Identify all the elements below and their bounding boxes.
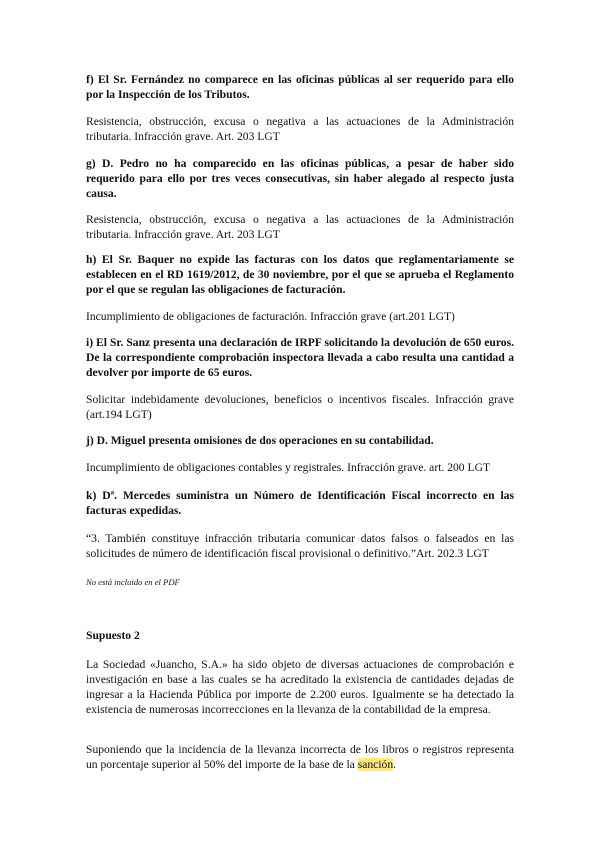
section-heading: Supuesto 2 (86, 629, 140, 642)
answer-g: Resistencia, obstrucción, excusa o negativa a las actuaciones de la Administración tributaria. Infracción grave. Art. 203 LGT (86, 213, 514, 241)
paragraph-2-end: . (393, 758, 397, 771)
question-f: f) El Sr. Fernández no comparece en las oficinas públicas al ser requerido para ello por la Inspección de los Tributos. (86, 73, 514, 101)
question-k: k) Dª. Mercedes suministra un Número de Identificación Fiscal incorrecto en las facturas expedidas. (86, 489, 514, 517)
question-g: g) D. Pedro no ha comparecido en las oficinas públicas, a pesar de haber sido requerido para ello por tres veces consecutivas, sin haber alegado al respecto justa causa. (86, 157, 514, 200)
question-j: j) D. Miguel presenta omisiones de dos operaciones en su contabilidad. (86, 434, 434, 447)
answer-f: Resistencia, obstrucción, excusa o negativa a las actuaciones de la Administración tributaria. Infracción grave. Art. 203 LGT (86, 115, 514, 143)
supuesto-paragraph-2 (86, 742, 514, 772)
answer-k: “3. También constituye infracción tributaria comunicar datos falsos o falseados en las solicitudes de número de identificación fiscal provisional o definitivo.”Art. 202.3 LGT (86, 532, 514, 560)
answer-j: Incumplimiento de obligaciones contables y registrales. Infracción grave. art. 200 LGT (86, 461, 491, 474)
answer-i: Solicitar indebidamente devoluciones, beneficios o incentivos fiscales. Infracción grave (art.194 LGT) (86, 393, 514, 421)
question-i: i) El Sr. Sanz presenta una declaración de IRPF solicitando la devolución de 650 euros. De la correspondiente comprobación inspectora llevada a cabo resulta una cantidad a devolver por importe de 65 euros. (86, 336, 514, 379)
answer-h: Incumplimiento de obligaciones de facturación. Infracción grave (art.201 LGT) (86, 310, 455, 323)
question-h: h) El Sr. Baquer no expide las facturas con los datos que reglamentariamente se establecen en el RD 1619/2012, de 30 noviembre, por el que se aprueba el Reglamento por el que se regulan las obligaciones de facturación. (86, 253, 514, 296)
supuesto-paragraph-1: La Sociedad «Juancho, S.A.» ha sido objeto de diversas actuaciones de comprobación e investigación en base a las cuales se ha acreditado la existencia de cantidades dejadas de ingresar a la Hacienda Pública por importe de 2.200 euros. Igualmente se ha detectado la existencia de numerosas incorrecciones en la llevanza de la contabilidad de la empresa. (86, 658, 514, 716)
highlighted-word: sanción (357, 758, 394, 771)
paragraph-2-text: Suponiendo que la incidencia de la llevanza incorrecta de los libros o registros representa un porcentaje superior al 50% del importe de la base de la (86, 743, 514, 771)
note-text: No está incluido en el PDF (86, 577, 180, 587)
